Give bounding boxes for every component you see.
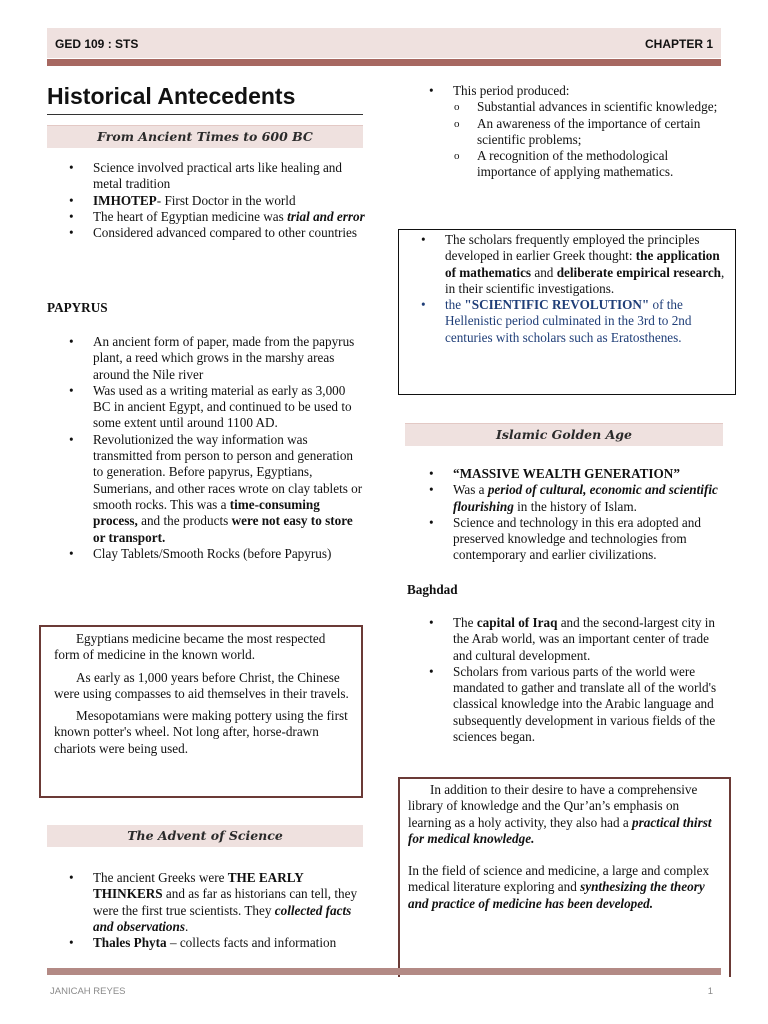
list-item: • Clay Tablets/Smooth Rocks (before Papyrus) bbox=[47, 546, 365, 562]
box-paragraph: In addition to their desire to have a comprehensive library of knowledge and the Qur’an’s emphasis on learning as a holy activity, they also had a practical thirst for medical knowledge. bbox=[408, 782, 712, 846]
list-item: • An ancient form of paper, made from the papyrus plant, a reed which grows in the marshy areas around the Nile river bbox=[47, 334, 365, 383]
produced-list bbox=[407, 83, 727, 181]
footer-rule bbox=[47, 968, 721, 975]
baghdad-heading: Baghdad bbox=[407, 582, 458, 597]
sub-list-item: o A recognition of the methodological importance of applying mathematics. bbox=[407, 148, 727, 181]
list-item: • Science involved practical arts like healing and metal tradition bbox=[47, 160, 365, 193]
list-item: • The scholars frequently employed the principles developed in earlier Greek thought: the application of mathematics and deliberate empirical research, in their scientific investigations. bbox=[399, 232, 725, 297]
list-item: • Considered advanced compared to other countries bbox=[47, 225, 365, 241]
list-item: • This period produced: o Substantial advances in scientific knowledge; o An awareness of the importance of certain scientific problems; o A recognition of the methodological importance of applying mathematics. bbox=[407, 83, 727, 181]
page-number: 1 bbox=[707, 986, 713, 997]
header-rule bbox=[47, 59, 721, 66]
islamic-list bbox=[407, 466, 727, 564]
list-item: • Scholars from various parts of the world were mandated to gather and translate all of the world's classical knowledge into the Arabic language and subsequently development in various fields of the sciences began. bbox=[407, 664, 727, 745]
box-paragraph: As early as 1,000 years before Christ, the Chinese were using compasses to aid themselves in their travels. bbox=[54, 669, 349, 701]
box-paragraph: Egyptians medicine became the most respected form of medicine in the known world. bbox=[54, 631, 326, 663]
box-paragraph: Mesopotamians were making pottery using the first known potter's wheel. Not long after, horse-drawn chariots were being used. bbox=[54, 708, 348, 756]
islamic-medicine-box bbox=[398, 777, 731, 977]
list-item: • The capital of Iraq and the second-largest city in the Arab world, was an important center of trade and cultural development. bbox=[407, 615, 727, 664]
papyrus-list bbox=[47, 334, 365, 562]
section-heading-islamic: Islamic Golden Age bbox=[405, 423, 723, 446]
list-item: • Was used as a writing material as early as 3,000 BC in ancient Egypt, and continued to be used to some extent until around 1100 AD. bbox=[47, 383, 365, 432]
list-item: • IMHOTEP- First Doctor in the world bbox=[47, 193, 365, 209]
ancient-list bbox=[47, 160, 365, 241]
chapter-label: CHAPTER 1 bbox=[644, 37, 713, 51]
list-item: • Revolutionized the way information was transmitted from person to person and generation to generation. Before papyrus, Egyptians, Sumerians, and other races wrote on clay tablets or smooth rocks. This was a time-consuming process, and the products were not easy to store or transport. bbox=[47, 432, 365, 546]
list-item: • The heart of Egyptian medicine was trial and error bbox=[47, 209, 365, 225]
author-name: JANICAH REYES bbox=[50, 986, 126, 997]
papyrus-heading: PAPYRUS bbox=[47, 300, 108, 315]
scholars-box bbox=[398, 229, 736, 395]
section-heading-advent: The Advent of Science bbox=[47, 825, 363, 847]
box-paragraph: In the field of science and medicine, a large and complex medical literature exploring and synthesizing the theory and practice of medicine has been developed. bbox=[408, 863, 710, 911]
list-item: • Science and technology in this era adopted and preserved knowledge and technologies from contemporary and earlier civilizations. bbox=[407, 515, 727, 564]
advent-list bbox=[47, 870, 365, 951]
list-item: • Was a period of cultural, economic and scientific flourishing in the history of Islam. bbox=[407, 482, 727, 515]
list-item: • Thales Phyta – collects facts and information bbox=[47, 935, 365, 951]
list-item: • “MASSIVE WEALTH GENERATION” bbox=[407, 466, 727, 482]
sub-list-item: o An awareness of the importance of certain scientific problems; bbox=[407, 116, 727, 149]
list-item: • The ancient Greeks were THE EARLY THINKERS and as far as historians can tell, they were the first true scientists. They collected facts and observations. bbox=[47, 870, 365, 935]
ancient-facts-box bbox=[39, 625, 363, 798]
section-heading-ancient: From Ancient Times to 600 BC bbox=[47, 125, 363, 148]
title-underline bbox=[47, 114, 363, 115]
page-header bbox=[47, 28, 721, 58]
list-item: • the "SCIENTIFIC REVOLUTION" of the Hellenistic period culminated in the 3rd to 2nd centuries with scholars such as Eratosthenes. bbox=[399, 297, 725, 346]
baghdad-list bbox=[407, 615, 727, 745]
sub-list-item: o Substantial advances in scientific knowledge; bbox=[407, 99, 727, 115]
page-title: Historical Antecedents bbox=[47, 83, 296, 109]
course-code: GED 109 : STS bbox=[55, 37, 139, 51]
